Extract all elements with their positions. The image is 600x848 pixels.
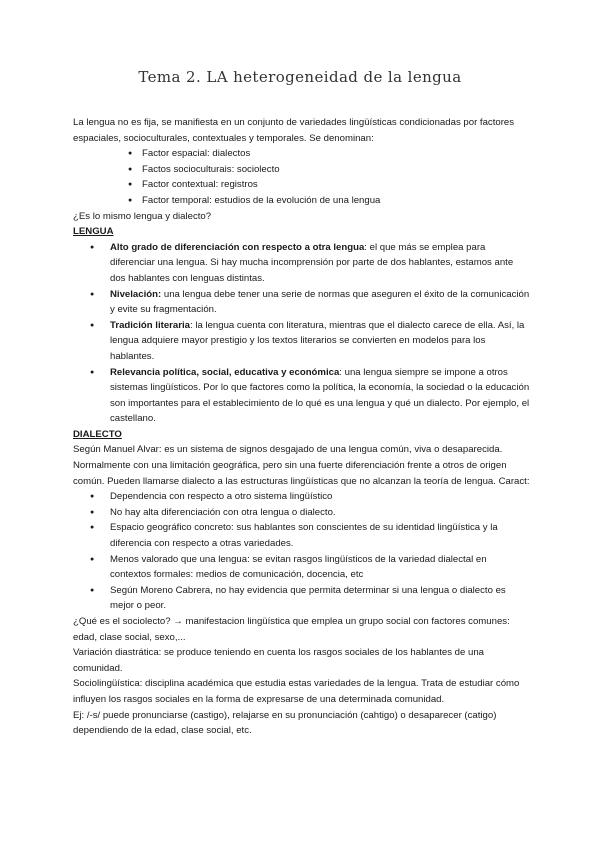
sociolinguistica-paragraph: Sociolingüística: disciplina académica que estudia estas variedades de la lengua. Trata de estudiar cómo influyen los rasgos sociales en la forma de expresarse de una determinada comunidad. xyxy=(73,678,520,705)
term-label: Alto grado de diferenciación con respecto a otra lengua xyxy=(110,241,365,253)
intro-paragraph: La lengua no es fija, se manifiesta en un conjunto de variedades lingüísticas condicionadas por factores espaciales, socioculturales, contextuales y temporales. Se denominan: xyxy=(73,117,515,144)
list-item: ● Factor espacial: dialectos xyxy=(73,146,530,162)
page-title: Tema 2. LA heterogeneidad de la lengua xyxy=(138,68,462,86)
example-paragraph: Ej: /-s/ puede pronunciarse (castigo), relajarse en su pronunciación (cahtigo) o desaparecer (catigo) dependiendo de la edad, clase social, etc. xyxy=(73,709,497,737)
item-text: : el que más se emplea para diferenciar una lengua. Si hay mucha incomprensión por parte de dos hablantes, estamos ante dos hablantes con lenguas distintas. xyxy=(110,241,514,284)
list-item: ● Según Moreno Cabrera, no hay evidencia que permita determinar si una lengua o dialecto es mejor o peor. xyxy=(73,583,530,614)
list-item xyxy=(73,365,530,427)
dialecto-list xyxy=(73,489,530,614)
diastratica-paragraph: Variación diastrática: se produce teniendo en cuenta los rasgos sociales de los hablantes de una comunidad. xyxy=(73,647,485,674)
term-label: Relevancia política, social, educativa y económica xyxy=(110,366,340,378)
list-item: ● Factor temporal: estudios de la evolución de una lengua xyxy=(73,193,530,209)
lengua-heading: LENGUA xyxy=(73,226,114,238)
question-text: ¿Es lo mismo lengua y dialecto? xyxy=(73,210,212,222)
list-item: ● Factor contextual: registros xyxy=(73,177,530,193)
lengua-list xyxy=(73,240,530,427)
dialecto-heading: DIALECTO xyxy=(73,428,122,440)
list-item xyxy=(73,287,530,318)
sociolecto-paragraph: ¿Qué es el sociolecto? → manifestacion lingüística que emplea un grupo social con factores comunes: edad, clase social, sexo,... xyxy=(73,616,510,643)
term-label: Nivelación: xyxy=(110,288,162,300)
list-item: ● Espacio geográfico concreto: sus hablantes son conscientes de su identidad lingüística y la diferencia con respecto a otras variedades. xyxy=(73,520,530,551)
term-label: Tradición literaria xyxy=(110,319,190,331)
list-item: ● Dependencia con respecto a otro sistema lingüístico xyxy=(73,489,530,505)
dialecto-intro: Según Manuel Alvar: es un sistema de signos desgajado de una lengua común, viva o desaparecida. Normalmente con una limitación geográfica, pero sin una fuerte diferenciación frente a otros de origen común. Pueden llamarse dialecto a las estructuras lingüísticas que no alcanzan la teoría de lengua. Caract: xyxy=(73,444,530,487)
factors-list xyxy=(73,146,530,208)
document-body xyxy=(73,115,530,739)
list-item: ● No hay alta diferenciación con otra lengua o dialecto. xyxy=(73,505,530,521)
item-text: : la lengua cuenta con literatura, mientras que el dialecto carece de ella. Así, la lengua adquiere mayor prestigio y los textos literarios se convierten en modelos para los hablantes. xyxy=(110,319,525,362)
list-item xyxy=(73,240,530,287)
list-item xyxy=(73,318,530,365)
list-item: ● Factos socioculturais: sociolecto xyxy=(73,162,530,178)
item-text: una lengua debe tener una serie de normas que aseguren el éxito de la comunicación y evite su fragmentación. xyxy=(110,288,530,316)
item-text: : una lengua siempre se impone a otros sistemas lingüísticos. Por lo que factores como la política, la economía, la sociedad o la educación son importantes para el establecimiento de lo qué es una lengua y qué un dialecto. Por ejemplo, el castellano. xyxy=(110,366,530,425)
list-item: ● Menos valorado que una lengua: se evitan rasgos lingüísticos de la variedad dialectal en contextos formales: medios de comunicación, docencia, etc xyxy=(73,552,530,583)
